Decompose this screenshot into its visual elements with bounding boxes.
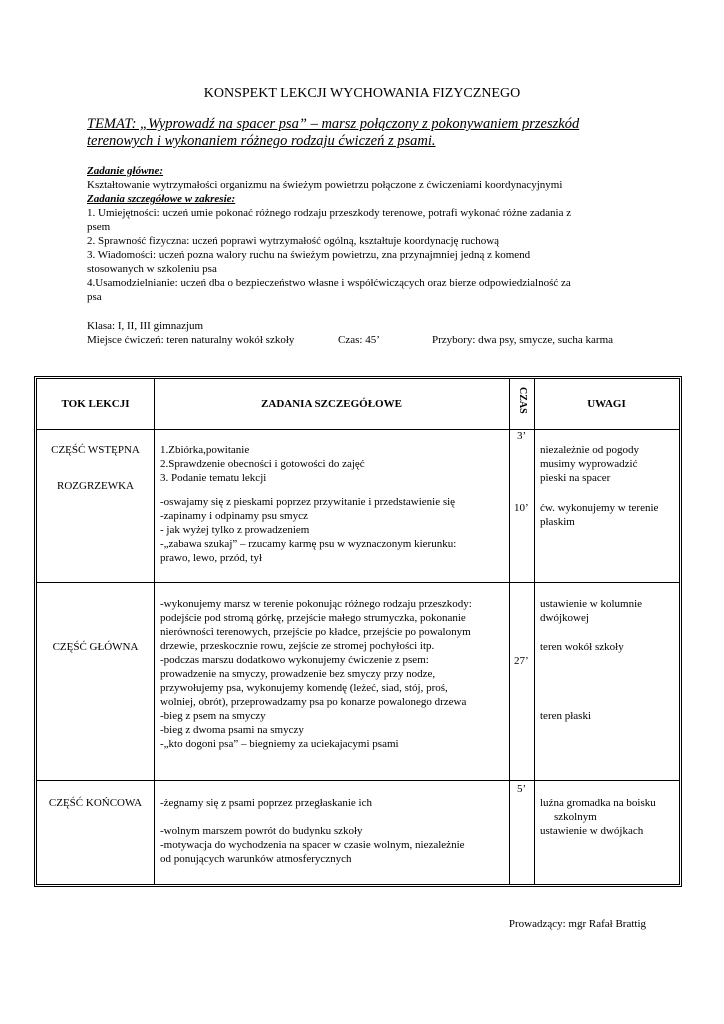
notes-cell: [540, 501, 658, 529]
detailed-goal-line: 4.Usamodzielnianie: uczeń dba o bezpieczeństwo własne i współćwiczących oraz bierze odpowiedzialność za: [87, 277, 571, 289]
task-line: 2.Sprawdzenie obecności i gotowości do zajęć: [160, 458, 365, 470]
task-line: -„kto dogoni psa” – biegniemy za uciekajacymi psami: [160, 738, 399, 750]
equipment-info: Przybory: dwa psy, smycze, sucha karma: [432, 334, 614, 346]
phase-cell: [37, 443, 154, 493]
note-line: teren wokół szkoły: [540, 641, 624, 653]
header-uwagi: UWAGI: [587, 398, 626, 410]
lesson-table: [34, 376, 682, 887]
time-info: Czas: 45’: [338, 334, 380, 346]
task-line: - jak wyżej tylko z prowadzeniem: [160, 524, 310, 536]
time-value: 5’: [517, 783, 527, 795]
topic-line-1: TEMAT: „Wyprowadź na spacer psa” – marsz połączony z pokonywaniem przeszkód: [87, 116, 580, 132]
task-line: nierówności terenowych, przejście po kładce, przejście po powalonym: [160, 626, 471, 638]
header-zadania: ZADANIA SZCZEGÓŁOWE: [261, 398, 402, 410]
note-line: ustawienie w dwójkach: [540, 825, 644, 837]
detailed-goals-heading: Zadania szczegółowe w zakresie:: [87, 193, 236, 205]
note-line: musimy wyprowadzić: [540, 458, 638, 470]
task-line: od ponujących warunków atmosferycznych: [160, 853, 352, 865]
note-line: płaskim: [540, 516, 575, 528]
task-line: -zapinamy i odpinamy psu smycz: [160, 510, 308, 522]
note-line: szkolnym: [554, 811, 597, 823]
task-line: -bieg z dwoma psami na smyczy: [160, 724, 304, 736]
main-goal-text: Kształtowanie wytrzymałości organizmu na świeżym powietrzu połączone z ćwiczeniami koordynacyjnymi: [87, 179, 563, 191]
task-line: przywołujemy psa, wykonujemy komendę (leżeć, siad, stój, proś,: [160, 682, 448, 694]
notes-cell: [540, 796, 656, 838]
tasks-cell: [160, 796, 465, 866]
place-info: Miejsce ćwiczeń: teren naturalny wokół szkoły: [87, 334, 295, 346]
note-line: dwójkowej: [540, 612, 589, 624]
task-line: wolniej, obrót), przeprowadzamy psa po konarze powalonego drzewa: [160, 696, 467, 708]
lesson-topic: [87, 116, 579, 150]
header-tok-lekcji: TOK LEKCJI: [61, 398, 130, 410]
task-line: -oswajamy się z pieskami poprzez przywitanie i przedstawienie się: [160, 496, 456, 508]
task-line: -bieg z psem na smyczy: [160, 710, 266, 722]
teacher-signature: Prowadzący: mgr Rafał Brattig: [508, 918, 646, 930]
note-line: teren płaski: [540, 710, 592, 722]
notes-cell: [540, 443, 639, 485]
task-line: drzewie, przeskocznie rowu, zejście ze stromej pochyłości itp.: [160, 640, 435, 652]
detailed-goal-line: 3. Wiadomości: uczeń pozna walory ruchu na świeżym powietrzu, zna przynajmniej jedną z komend: [87, 249, 531, 261]
time-value: 3’: [517, 430, 527, 442]
phase-label: CZĘŚĆ WSTĘPNA: [51, 444, 140, 456]
phase-label: CZĘŚĆ GŁÓWNA: [52, 641, 139, 653]
phase-label: CZĘŚĆ KOŃCOWA: [48, 797, 143, 809]
goals-section: [87, 164, 571, 304]
detailed-goal-line: psa: [87, 291, 102, 303]
topic-line-2: terenowych i wykonaniem różnego rodzaju ćwiczeń z psami.: [87, 133, 436, 149]
task-line: podejście pod stromą górkę, przejście małego strumyczka, pokonanie: [160, 612, 466, 624]
tasks-cell: [160, 443, 456, 565]
task-line: prawo, lewo, przód, tył: [160, 552, 263, 564]
task-line: -wykonujemy marsz w terenie pokonując różnego rodzaju przeszkody:: [160, 598, 472, 610]
task-line: -żegnamy się z psami poprzez przegłaskanie ich: [160, 797, 372, 809]
time-value: 10’: [514, 502, 529, 514]
task-line: 1.Zbiórka,powitanie: [160, 444, 250, 456]
note-line: niezależnie od pogody: [540, 444, 639, 456]
time-value: 27’: [514, 655, 529, 667]
note-line: luźna gromadka na boisku: [540, 797, 656, 809]
tasks-cell: [160, 597, 472, 751]
task-line: -podczas marszu dodatkowo wykonujemy ćwiczenie z psem:: [160, 654, 429, 666]
header-czas: CZAS: [517, 387, 528, 414]
main-goal-heading: Zadanie główne:: [87, 165, 164, 177]
phase-cell: [37, 796, 154, 810]
task-line: -motywacja do wychodzenia na spacer w czasie wolnym, niezależnie: [160, 839, 465, 851]
detailed-goal-line: stosowanych w szkoleniu psa: [87, 263, 217, 275]
task-line: -wolnym marszem powrót do budynku szkoły: [160, 825, 363, 837]
class-info: Klasa: I, II, III gimnazjum: [87, 320, 204, 332]
note-line: ustawienie w kolumnie: [540, 598, 643, 610]
note-line: ćw. wykonujemy w terenie: [540, 502, 659, 514]
detailed-goal-line: psem: [87, 221, 111, 233]
detailed-goal-line: 1. Umiejętności: uczeń umie pokonać różnego rodzaju przeszkody terenowe, potrafi wykonać różne zadania z: [87, 207, 572, 219]
document-title: KONSPEKT LEKCJI WYCHOWANIA FIZYCZNEGO: [203, 86, 521, 101]
task-line: -„zabawa szukaj” – rzucamy karmę psu w wyznaczonym kierunku:: [160, 538, 457, 550]
phase-cell: [37, 640, 154, 654]
phase-label: ROZGRZEWKA: [57, 480, 134, 492]
task-line: prowadzenie na smyczy, prowadzenie bez smyczy przy nodze,: [160, 668, 436, 680]
task-line: 3. Podanie tematu lekcji: [160, 472, 267, 484]
note-line: pieski na spacer: [540, 472, 611, 484]
notes-cell: [540, 597, 642, 625]
detailed-goal-line: 2. Sprawność fizyczna: uczeń poprawi wytrzymałość ogólną, kształtuje koordynację ruchową: [87, 235, 500, 247]
